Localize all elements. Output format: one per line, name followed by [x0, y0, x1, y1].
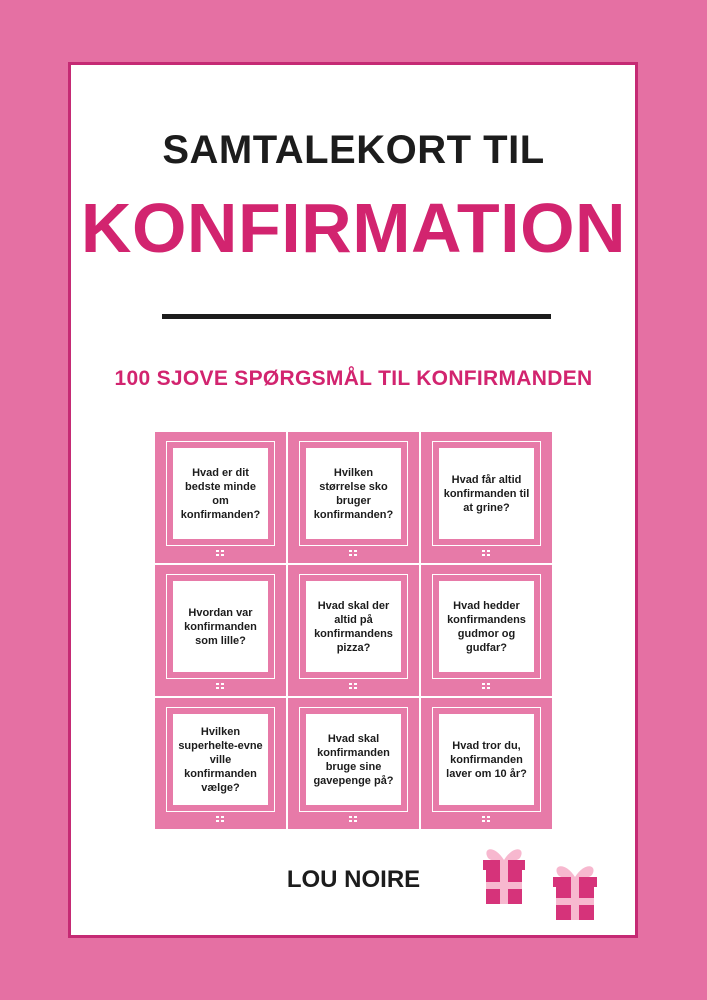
card-question: Hvad får altid konfirmanden til at grine? — [443, 473, 530, 514]
card-gift-mark-icon — [482, 550, 490, 556]
card-gift-mark-icon — [482, 816, 490, 822]
question-card-1 — [155, 432, 286, 563]
card-question: Hvad skal konfirmanden bruge sine gavepenge på? — [313, 732, 394, 787]
card-text-box — [439, 581, 534, 672]
card-gift-mark-icon — [216, 816, 224, 822]
title-line-2: KONFIRMATION — [80, 189, 627, 267]
author-name: LOU NOIRE — [286, 866, 421, 893]
question-card-7 — [155, 698, 286, 829]
question-card-6 — [421, 565, 552, 696]
card-question: Hvad hedder konfirmandens gudmor og gudfar? — [447, 599, 526, 654]
card-text-box — [439, 714, 534, 805]
card-question: Hvilken superhelte-evne ville konfirmanden vælge? — [178, 725, 263, 794]
gift-icon — [549, 857, 601, 923]
card-gift-mark-icon — [482, 683, 490, 689]
title-line-1: SAMTALEKORT TIL — [162, 128, 545, 172]
card-question: Hvilken størrelse sko bruger konfirmanden? — [313, 466, 394, 521]
card-gift-mark-icon — [216, 683, 224, 689]
card-text-box — [306, 581, 401, 672]
question-card-8 — [288, 698, 419, 829]
card-question: Hvad skal der altid på konfirmandens pizza? — [314, 599, 393, 654]
card-text-box — [173, 448, 268, 539]
card-question: Hvad tror du, konfirmanden laver om 10 år? — [446, 739, 527, 780]
card-gift-mark-icon — [349, 550, 357, 556]
card-text-box — [439, 448, 534, 539]
card-question: Hvad er dit bedste minde om konfirmanden? — [180, 466, 261, 521]
question-card-3 — [421, 432, 552, 563]
card-gift-mark-icon — [349, 683, 357, 689]
card-question: Hvordan var konfirmanden som lille? — [184, 606, 257, 647]
card-gift-mark-icon — [349, 816, 357, 822]
card-text-box — [306, 714, 401, 805]
card-text-box — [173, 581, 268, 672]
gift-icon — [480, 840, 528, 908]
title-divider — [162, 314, 551, 319]
card-gift-mark-icon — [216, 550, 224, 556]
card-text-box — [306, 448, 401, 539]
question-card-4 — [155, 565, 286, 696]
card-grid — [155, 432, 552, 829]
card-text-box — [173, 714, 268, 805]
question-card-5 — [288, 565, 419, 696]
question-card-9 — [421, 698, 552, 829]
question-card-2 — [288, 432, 419, 563]
subtitle: 100 SJOVE SPØRGSMÅL TIL KONFIRMANDEN — [114, 367, 593, 390]
